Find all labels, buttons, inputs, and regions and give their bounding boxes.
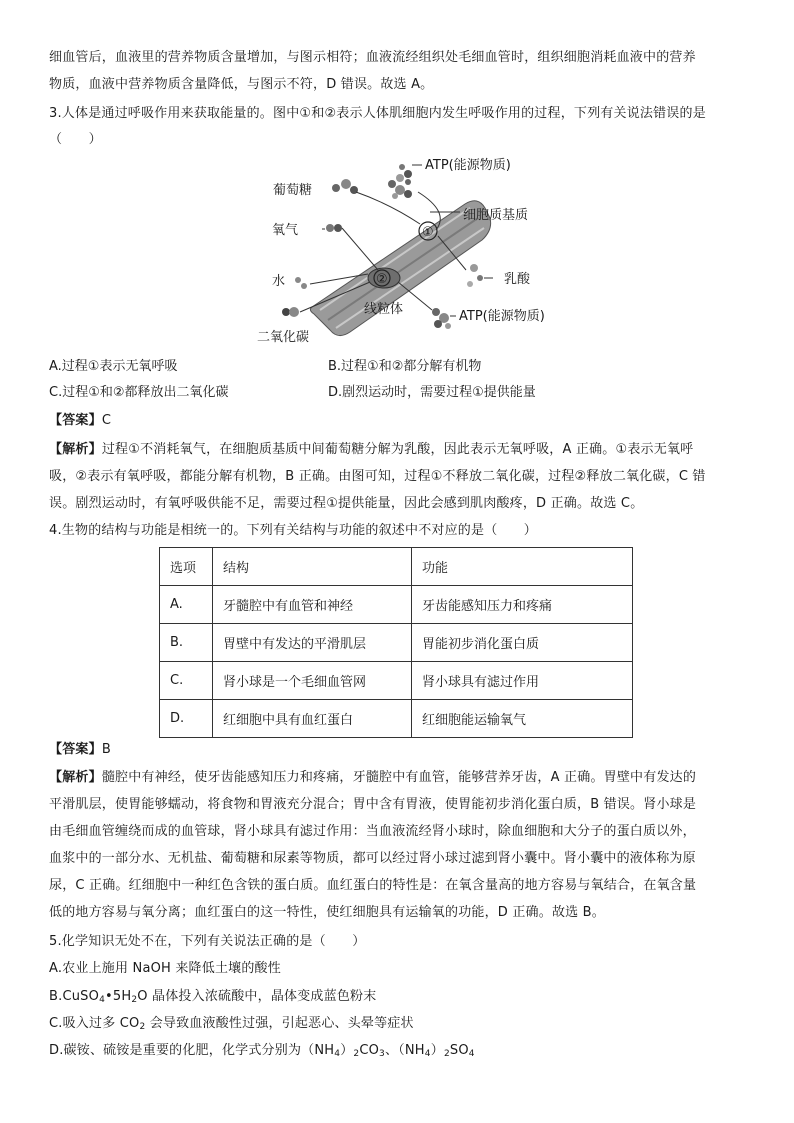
intro-line-2: 物质，血液中营养物质含量降低，与图示不符，D 错误。故选 A。 <box>49 77 434 92</box>
q3-option-c: C.过程①和②都释放出二氧化碳 <box>49 385 229 400</box>
subscript: 2 <box>139 1022 146 1032</box>
table-cell: C. <box>160 662 213 700</box>
atp-top-molecules <box>396 164 412 185</box>
table-cell: 红细胞能运输氧气 <box>412 700 633 738</box>
step2-label: ② <box>376 272 388 287</box>
table-row <box>160 662 633 700</box>
subscript: 4 <box>334 1049 341 1059</box>
q3-stem-line-2: （ ） <box>49 132 102 147</box>
q4-analysis-line-4: 血浆中的一部分水、无机盐、葡萄糖和尿素等物质，都可以经过肾小球过滤到肾小囊中。肾小囊中的液体称为原 <box>49 851 696 866</box>
cytoplasm-label: 细胞质基质 <box>463 208 529 223</box>
table-cell: 牙齿能感知压力和疼痛 <box>412 586 633 624</box>
subscript: 2 <box>131 995 138 1005</box>
oxygen-label: 氧气 <box>272 223 299 238</box>
text-part: 会导致血液酸性过强，引起恶心、头晕等症状 <box>145 1016 414 1031</box>
lactic-acid-label: 乳酸 <box>504 272 531 287</box>
q4-analysis-line-1 <box>49 764 749 791</box>
q5-option-a: A.农业上施用 NaOH 来降低土壤的酸性 <box>49 961 281 976</box>
answer-value: B <box>101 742 111 757</box>
table-cell: A. <box>160 586 213 624</box>
subscript: 3 <box>379 1049 385 1059</box>
q5-option-d <box>49 1037 749 1064</box>
text-part: 、（NH <box>384 1043 425 1058</box>
q3-option-b: B.过程①和②都分解有机物 <box>328 359 482 374</box>
water-molecules <box>295 277 307 289</box>
text-part: O 晶体投入浓硫酸中，晶体变成蓝色粉末 <box>137 989 377 1004</box>
table-row <box>160 624 633 662</box>
subscript: 2 <box>443 1049 450 1059</box>
step1-label: ① <box>422 225 434 240</box>
table-row <box>160 586 633 624</box>
q4-table <box>159 547 633 738</box>
answer-label: 【答案】 <box>49 742 102 757</box>
table-row <box>160 700 633 738</box>
table-cell: B. <box>160 624 213 662</box>
q3-analysis-line-2: 吸，②表示有氧呼吸，都能分解有机物，B 正确。由图可知，过程①不释放二氧化碳，过程②释放二氧化碳，C 错 <box>49 469 706 484</box>
q3-analysis-line-3: 误。剧烈运动时，有氧呼吸供能不足，需要过程①提供能量，因此会感到肌肉酸疼，D 正确。故选 C。 <box>49 496 644 511</box>
q5-option-c <box>49 1010 749 1037</box>
subscript: 4 <box>424 1049 431 1059</box>
glucose-label: 葡萄糖 <box>273 183 313 198</box>
q5-option-b <box>49 983 749 1010</box>
analysis-label: 【解析】 <box>49 770 102 785</box>
atp-top-label: ATP(能源物质) <box>425 158 511 173</box>
co2-molecules <box>282 307 299 317</box>
subscript: 4 <box>99 995 105 1005</box>
text-part: D.碳铵、硫铵是重要的化肥，化学式分别为（NH <box>49 1043 335 1058</box>
q4-analysis-line-5: 尿，C 正确。红细胞中一种红色含铁的蛋白质。血红蛋白的特性是：在氧含量高的地方容易与氧结合，在氧含量 <box>49 878 697 893</box>
text-part: CO <box>359 1043 380 1058</box>
q5-stem: 5.化学知识无处不在，下列有关说法正确的是（ ） <box>49 934 366 949</box>
table-cell: 肾小球是一个毛细血管网 <box>213 662 412 700</box>
table-header-row <box>160 548 633 586</box>
water-label: 水 <box>272 274 286 289</box>
subscript: 4 <box>468 1049 475 1059</box>
q3-stem-line-1: 3.人体是通过呼吸作用来获取能量的。图中①和②表示人体肌细胞内发生呼吸作用的过程，下列有关说法错误的是 <box>49 106 706 121</box>
atp-bottom-label: ATP(能源物质) <box>459 309 545 324</box>
atp-bottom-molecules <box>432 308 451 329</box>
table-header-cell: 功能 <box>412 548 633 586</box>
text-part: B.CuSO <box>49 989 100 1004</box>
table-cell: 红细胞中具有血红蛋白 <box>213 700 412 738</box>
table-cell: 肾小球具有滤过作用 <box>412 662 633 700</box>
text-part: SO <box>449 1043 469 1058</box>
intro-line-1: 细血管后，血液里的营养物质含量增加，与图示相符；血液流经组织处毛细血管时，组织细胞消耗血液中的营养 <box>49 50 696 65</box>
q3-analysis-line-1 <box>49 436 749 463</box>
muscle-cell-diagram <box>250 152 570 352</box>
table-cell: 胃壁中有发达的平滑肌层 <box>213 624 412 662</box>
q4-stem: 4.生物的结构与功能是相统一的。下列有关结构与功能的叙述中不对应的是（ ） <box>49 523 538 538</box>
table-header-cell: 结构 <box>213 548 412 586</box>
answer-label: 【答案】 <box>49 413 102 428</box>
subscript: 2 <box>353 1049 360 1059</box>
lactic-molecules <box>467 264 483 287</box>
co2-label: 二氧化碳 <box>257 330 310 345</box>
analysis-label: 【解析】 <box>49 442 102 457</box>
q4-analysis-line-6: 低的地方容易与氧分离；血红蛋白的这一特性，使红细胞具有运输氧的功能，D 正确。故选 B。 <box>49 905 605 920</box>
q4-analysis-line-2: 平滑肌层，使胃能够蠕动，将食物和胃液充分混合；胃中含有胃液，使胃能初步消化蛋白质，B 错误。肾小球是 <box>49 797 697 812</box>
q3-option-a: A.过程①表示无氧呼吸 <box>49 359 178 374</box>
q3-answer <box>49 407 749 434</box>
glucose-molecules <box>332 179 358 194</box>
text-part: C.吸入过多 CO <box>49 1016 140 1031</box>
mitochondria-label: 线粒体 <box>364 302 404 317</box>
q3-option-d: D.剧烈运动时，需要过程①提供能量 <box>328 385 536 400</box>
table-header-cell: 选项 <box>160 548 213 586</box>
table-cell: 牙髓腔中有血管和神经 <box>213 586 412 624</box>
text-part: ） <box>340 1043 354 1058</box>
answer-value: C <box>101 413 112 428</box>
text-part: ） <box>430 1043 444 1058</box>
oxygen-molecules <box>326 224 342 232</box>
analysis-text: 过程①不消耗氧气，在细胞质基质中间葡萄糖分解为乳酸，因此表示无氧呼吸，A 正确。①表示无氧呼 <box>101 442 694 457</box>
table-cell: D. <box>160 700 213 738</box>
analysis-text: 髓腔中有神经，使牙齿能感知压力和疼痛，牙髓腔中有血管，能够营养牙齿，A 正确。胃壁中有发达的 <box>101 770 697 785</box>
q4-analysis-line-3: 由毛细血管缠绕而成的血管球，肾小球具有滤过作用：当血液流经肾小球时，除血细胞和大分子的蛋白质以外， <box>49 824 696 839</box>
table-cell: 胃能初步消化蛋白质 <box>412 624 633 662</box>
text-part: •5H <box>105 989 132 1004</box>
q4-answer <box>49 736 749 763</box>
